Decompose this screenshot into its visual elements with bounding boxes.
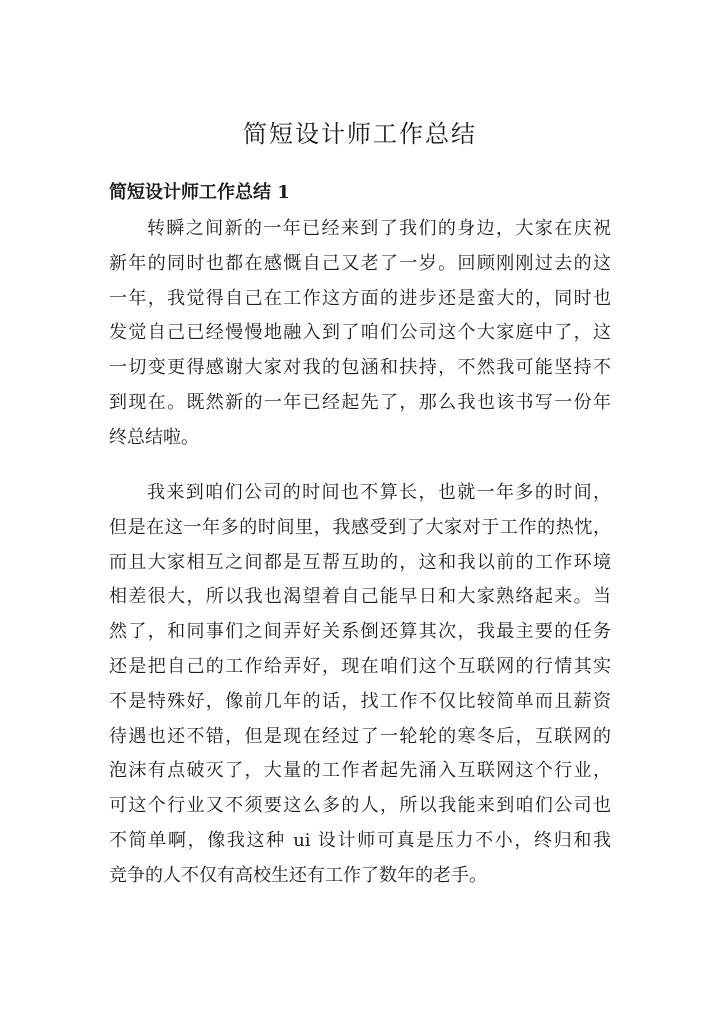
paragraph-1: [109, 212, 611, 456]
paragraph-line: 一年，我觉得自己在工作这方面的进步还是蛮大的，同时也: [109, 287, 611, 309]
paragraph-line: 还是把自己的工作给弄好，现在咱们这个互联网的行情其实: [109, 655, 611, 677]
paragraph-line: 我来到咱们公司的时间也不算长，也就一年多的时间，: [147, 482, 611, 503]
paragraph-line: 不简单啊，像我这种 ui 设计师可真是压力不小，终归和我: [109, 829, 611, 851]
paragraph-2: [109, 476, 611, 894]
paragraph-line: 待遇也还不错，但是现在经过了一轮轮的寒冬后，互联网的: [109, 725, 611, 747]
paragraph-line: 然了，和同事们之间弄好关系倒还算其次，我最主要的任务: [109, 621, 611, 643]
paragraph-line: 而且大家相互之间都是互帮互助的，这和我以前的工作环境: [109, 551, 611, 573]
paragraph-line: 竞争的人不仅有高校生还有工作了数年的老手。: [109, 864, 487, 886]
paragraph-line: 一切变更得感谢大家对我的包涵和扶持，不然我可能坚持不: [109, 357, 611, 379]
paragraph-line: 但是在这一年多的时间里，我感受到了大家对于工作的热忱，: [109, 516, 611, 538]
paragraph-line: 不是特殊好，像前几年的话，找工作不仅比较简单而且薪资: [109, 690, 611, 712]
section-heading: 简短设计师工作总结 1: [109, 182, 290, 203]
paragraph-line: 新年的同时也都在感慨自己又老了一岁。回顾刚刚过去的这: [109, 252, 611, 274]
paragraph-line: 终总结啦。: [109, 426, 199, 448]
document-title: 简短设计师工作总结: [243, 120, 477, 148]
paragraph-line: 泡沫有点破灭了，大量的工作者起先涌入互联网这个行业，: [109, 760, 611, 782]
paragraph-line: 相差很大，所以我也渴望着自己能早日和大家熟络起来。当: [109, 586, 611, 608]
paragraph-line: 转瞬之间新的一年已经来到了我们的身边，大家在庆祝: [147, 218, 611, 239]
paragraph-line: 到现在。既然新的一年已经起先了，那么我也该书写一份年: [109, 391, 611, 413]
paragraph-line: 发觉自己已经慢慢地融入到了咱们公司这个大家庭中了，这: [109, 322, 611, 344]
paragraph-line: 可这个行业又不须要这么多的人，所以我能来到咱们公司也: [109, 795, 611, 817]
